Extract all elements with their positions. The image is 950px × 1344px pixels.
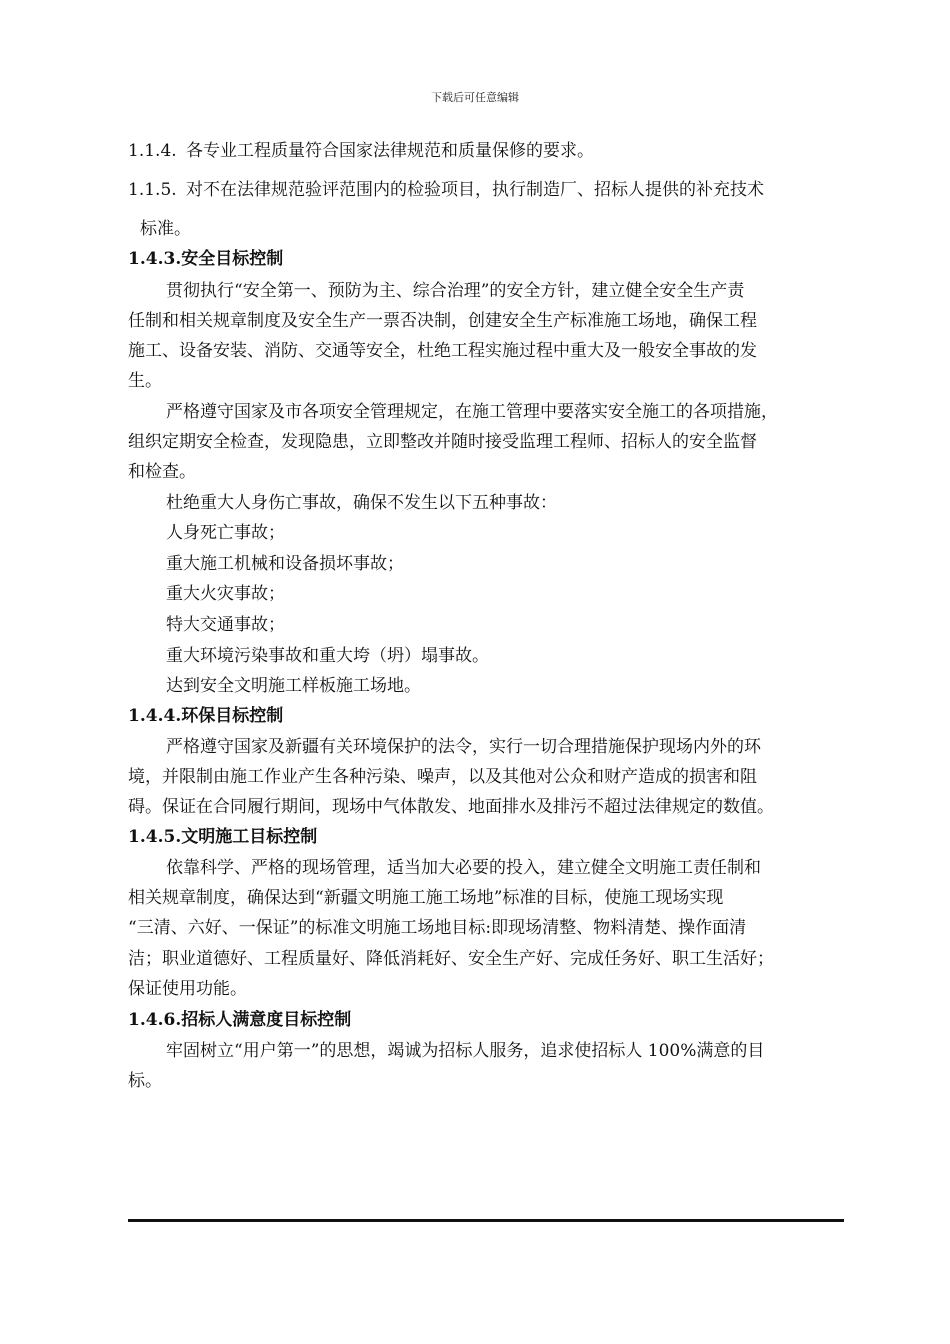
item-continuation: 标准。 xyxy=(140,219,191,239)
paragraph-line: 碍。保证在合同履行期间，现场中气体散发、地面排水及排污不超过法律规定的数值。 xyxy=(128,797,774,817)
paragraph-line: 牢固树立“用户第一”的思想，竭诚为招标人服务，追求使招标人 100%满意的目 xyxy=(166,1041,765,1061)
list-item: 重大施工机械和设备损坏事故； xyxy=(166,554,404,574)
list-item: 人身死亡事故； xyxy=(166,523,285,543)
paragraph-line: 生。 xyxy=(128,371,162,391)
paragraph-line: 保证使用功能。 xyxy=(128,979,247,999)
list-item: 杜绝重大人身伤亡事故，确保不发生以下五种事故： xyxy=(166,493,557,513)
paragraph-line: 洁；职业道德好、工程质量好、降低消耗好、安全生产好、完成任务好、职工生活好； xyxy=(128,949,774,969)
paragraph-line: 标。 xyxy=(128,1071,162,1091)
paragraph-line: 组织定期安全检查，发现隐患，立即整改并随时接受监理工程师、招标人的安全监督 xyxy=(128,432,757,452)
paragraph-line: 依靠科学、严格的现场管理，适当加大必要的投入，建立健全文明施工责任制和 xyxy=(166,858,761,878)
paragraph-line: 相关规章制度，确保达到“新疆文明施工施工场地”标准的目标，使施工现场实现 xyxy=(128,888,724,908)
list-item: 重大火灾事故； xyxy=(166,584,285,604)
paragraph-line: 贯彻执行“安全第一、预防为主、综合治理”的安全方针，建立健全安全生产责 xyxy=(166,281,745,301)
paragraph-line: 和检查。 xyxy=(128,462,196,482)
footer-rule xyxy=(128,1219,844,1222)
item-1-1-5 xyxy=(128,179,764,201)
paragraph-line: 施工、设备安装、消防、交通等安全，杜绝工程实施过程中重大及一般安全事故的发 xyxy=(128,341,757,361)
section-heading-environment: 1.4.4.环保目标控制 xyxy=(128,706,284,726)
paragraph-line: 严格遵守国家及市各项安全管理规定，在施工管理中要落实安全施工的各项措施， xyxy=(166,402,778,422)
item-number: 1.1.4. xyxy=(128,141,177,161)
list-item: 重大环境污染事故和重大垮（坍）塌事故。 xyxy=(166,646,489,666)
paragraph-line: 任制和相关规章制度及安全生产一票否决制，创建安全生产标准施工场地，确保工程 xyxy=(128,311,757,331)
paragraph-line: “三清、六好、一保证”的标准文明施工场地目标:即现场清整、物料清楚、操作面清 xyxy=(128,918,747,938)
item-1-1-4 xyxy=(128,140,594,162)
item-text: 对不在法律规范验评范围内的检验项目，执行制造厂、招标人提供的补充技术 xyxy=(186,180,764,200)
section-heading-civilized: 1.4.5.文明施工目标控制 xyxy=(128,827,318,847)
list-item: 达到安全文明施工样板施工场地。 xyxy=(166,676,421,696)
item-number: 1.1.5. xyxy=(128,180,177,200)
section-heading-satisfaction: 1.4.6.招标人满意度目标控制 xyxy=(128,1010,352,1030)
page-header: 下载后可任意编辑 xyxy=(431,91,519,104)
paragraph-line: 严格遵守国家及新疆有关环境保护的法令，实行一切合理措施保护现场内外的环 xyxy=(166,737,761,757)
paragraph-line: 境，并限制由施工作业产生各种污染、噪声，以及其他对公众和财产造成的损害和阻 xyxy=(128,767,757,787)
item-text: 各专业工程质量符合国家法律规范和质量保修的要求。 xyxy=(186,141,594,161)
list-item: 特大交通事故； xyxy=(166,615,285,635)
section-heading-safety: 1.4.3.安全目标控制 xyxy=(128,249,284,269)
